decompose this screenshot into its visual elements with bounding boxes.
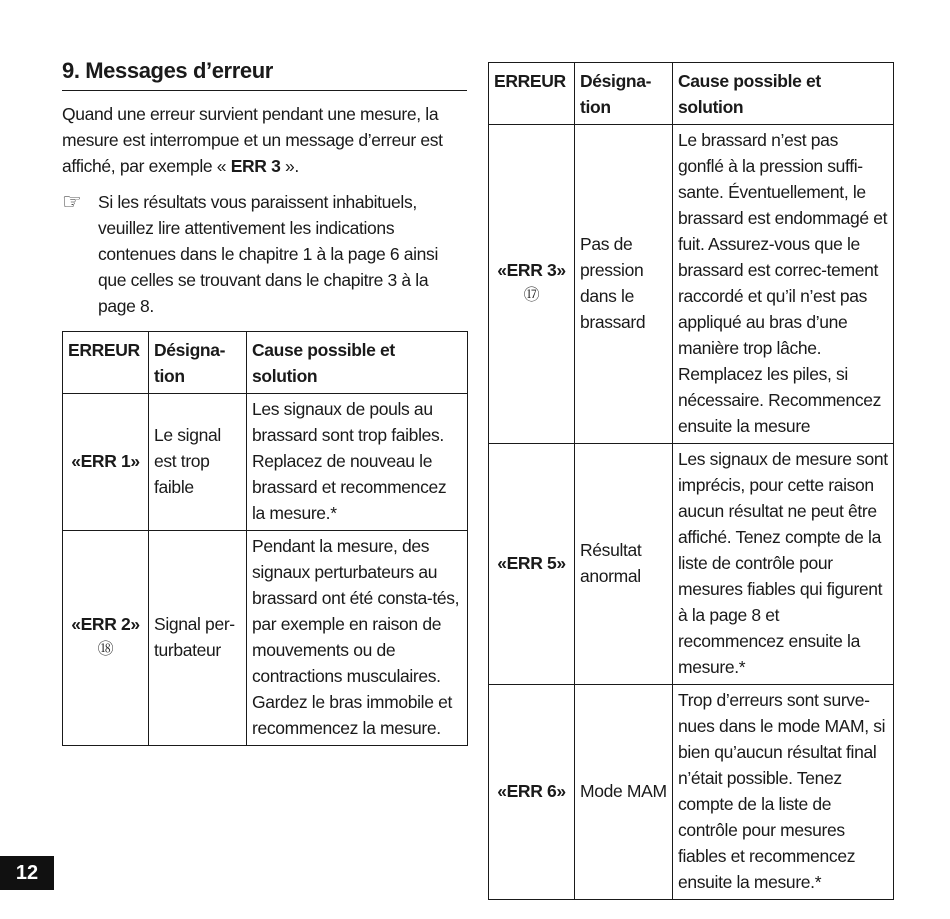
left-column [62,58,467,319]
figure-reference: ⑱ [97,641,114,658]
error-table-right [488,62,894,900]
table-header-row [489,63,894,125]
designation-cell: Signal per-turbateur [149,531,247,746]
page-number: 12 [0,856,54,890]
table-row [63,394,468,531]
intro-paragraph [62,101,467,179]
intro-text-start: Quand une erreur survient pendant une mesure, la mesure est interrompue et un message d’erreur est affiché, par exemple « [62,104,443,176]
cause-cell: Le brassard n’est pas gonflé à la pression suffi-sante. Éventuellement, le brassard est endommagé et fuit. Assurez-vous que le brassard est correc-tement raccordé et qu’il n’est pas appliqué au bras d’une manière trop lâche. Remplacez les piles, si nécessaire. Recommencez ensuite la mesure [673,125,894,444]
cause-cell: Les signaux de pouls au brassard sont trop faibles. Replacez de nouveau le brassard et recommencez la mesure.* [247,394,468,531]
error-code-cell [489,125,575,444]
error-code: «ERR 2» [71,614,140,634]
error-code: «ERR 5» [497,553,566,573]
note-block [62,189,467,319]
cause-cell: Pendant la mesure, des signaux perturbateurs au brassard ont été consta-tés, par exemple en raison de mouvements ou de contractions musculaires. Gardez le bras immobile et recommencez la mesure. [247,531,468,746]
error-code: «ERR 1» [71,451,140,471]
section-title: 9. Messages d’erreur [62,58,467,91]
designation-cell: Résultat anormal [575,444,673,685]
intro-error-code: ERR 3 [230,156,281,176]
table-row [489,685,894,900]
cause-cell: Les signaux de mesure sont imprécis, pour cette raison aucun résultat ne peut être affiché. Tenez compte de la liste de contrôle pour mesures fiables qui figurent à la page 8 et recommencez ensuite la mesure.* [673,444,894,685]
designation-cell: Mode MAM [575,685,673,900]
header-cause: Cause possible et solution [673,63,894,125]
table-row [489,125,894,444]
error-code: «ERR 3» [497,260,566,280]
header-designation: Désigna-tion [149,332,247,394]
error-code: «ERR 6» [497,781,566,801]
header-cause: Cause possible et solution [247,332,468,394]
error-code-cell [63,394,149,531]
table-header-row [63,332,468,394]
header-error: ERREUR [489,63,575,125]
error-code-cell [63,531,149,746]
error-table-left [62,331,468,746]
header-designation: Désigna-tion [575,63,673,125]
designation-cell: Le signal est trop faible [149,394,247,531]
note-text: Si les résultats vous paraissent inhabituels, veuillez lire attentivement les indications contenues dans le chapitre 1 à la page 6 ainsi que celles se trouvant dans le chapitre 3 à la page 8. [98,192,438,316]
designation-cell: Pas de pression dans le brassard [575,125,673,444]
table-row [489,444,894,685]
figure-reference: ⑰ [523,287,540,304]
error-code-cell [489,685,575,900]
pointing-hand-icon: ☞ [62,189,82,214]
intro-text-end: ». [280,156,299,176]
cause-cell: Trop d’erreurs sont surve-nues dans le mode MAM, si bien qu’aucun résultat final n’était possible. Tenez compte de la liste de contrôle pour mesures fiables et recommencez ensuite la mesure.* [673,685,894,900]
header-error: ERREUR [63,332,149,394]
error-code-cell [489,444,575,685]
table-row [63,531,468,746]
